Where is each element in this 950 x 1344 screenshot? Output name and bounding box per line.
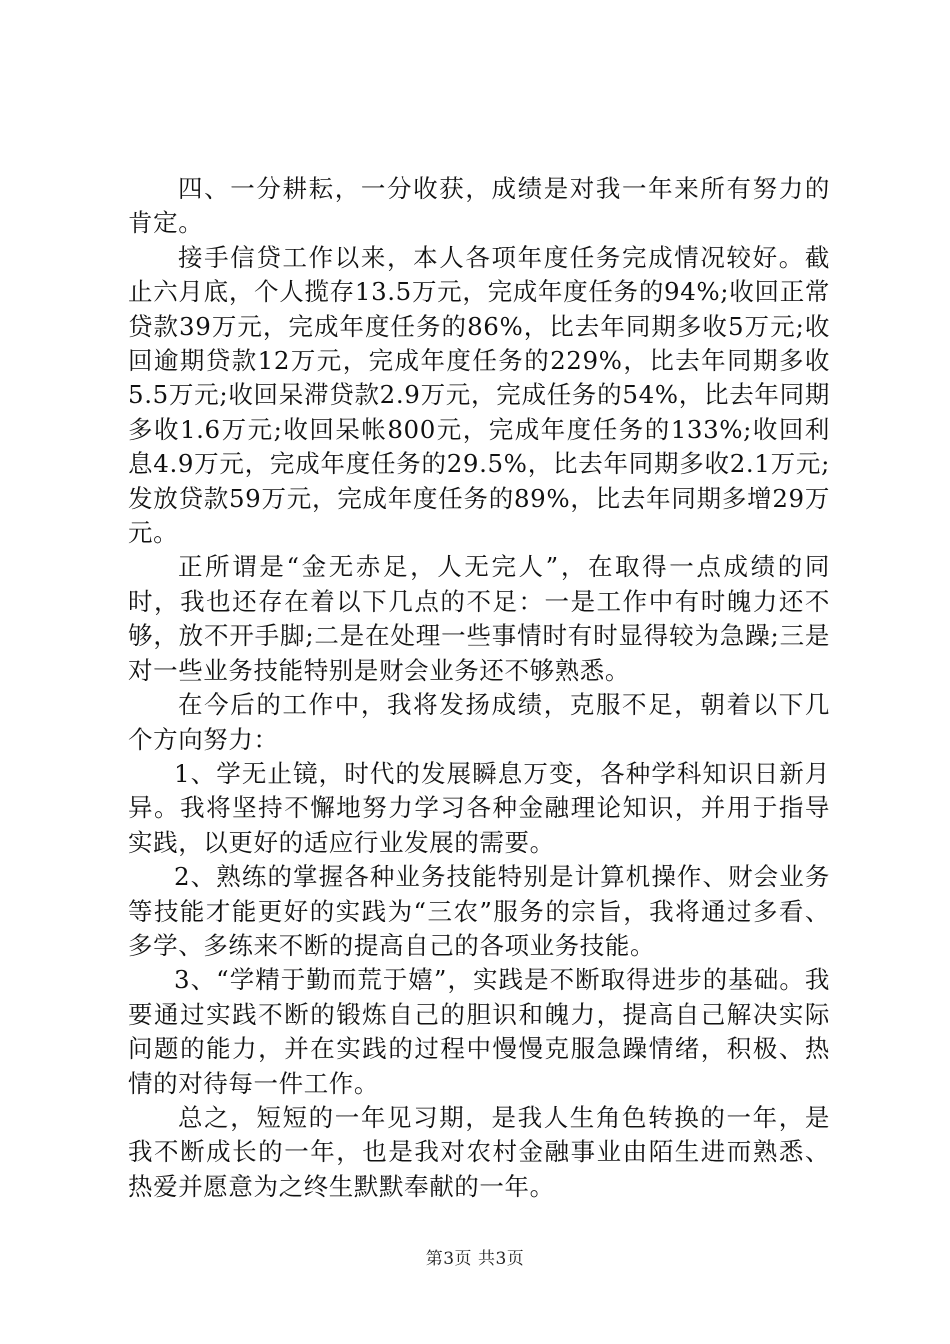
paragraph-goal-3: 3、“学精于勤而荒于嬉”，实践是不断取得进步的基础。我要通过实践不断的锻炼自己的胆识和魄力，提高自己解决实际问题的能力，并在实践的过程中慢慢克服急躁情绪，积极、热情的对待每一件工作。 [128,965,830,1098]
document-body [128,172,830,1204]
paragraph-achievements: 接手信贷工作以来，本人各项年度任务完成情况较好。截止六月底，个人揽存13.5万元，完成年度任务的94%;收回正常贷款39万元，完成年度任务的86%，比去年同期多收5万元;收回逾期贷款12万元，完成年度任务的229%，比去年同期多收5.5万元;收回呆滞贷款2.9万元，完成任务的54%，比去年同期多收1.6万元;收回呆帐800元，完成年度任务的133%;收回利息4.9万元，完成年度任务的29.5%，比去年同期多收2.1万元;发放贷款59万元，完成年度任务的89%，比去年同期多增29万元。 [128,242,830,548]
paragraph-summary-heading: 四、一分耕耘，一分收获，成绩是对我一年来所有努力的肯定。 [128,174,830,238]
paragraph-shortcomings: 正所谓是“金无赤足，人无完人”，在取得一点成绩的同时，我也还存在着以下几点的不足：一是工作中有时魄力还不够，放不开手脚;二是在处理一些事情时有时显得较为急躁;三是对一些业务技能特别是财会业务还不够熟悉。 [128,552,830,685]
paragraph-goal-1: 1、学无止镜，时代的发展瞬息万变，各种学科知识日新月异。我将坚持不懈地努力学习各种金融理论知识，并用于指导实践，以更好的适应行业发展的需要。 [128,758,830,857]
paragraph-future-intro: 在今后的工作中，我将发扬成绩，克服不足，朝着以下几个方向努力： [128,690,830,754]
page-number-footer: 第3页 共3页 [425,1249,525,1269]
paragraph-conclusion: 总之，短短的一年见习期，是我人生角色转换的一年，是我不断成长的一年，也是我对农村金融事业由陌生进而熟悉、热爱并愿意为之终生默默奉献的一年。 [128,1102,830,1201]
paragraph-goal-2: 2、熟练的掌握各种业务技能特别是计算机操作、财会业务等技能才能更好的实践为“三农”服务的宗旨，我将通过多看、多学、多练来不断的提高自己的各项业务技能。 [128,862,830,960]
